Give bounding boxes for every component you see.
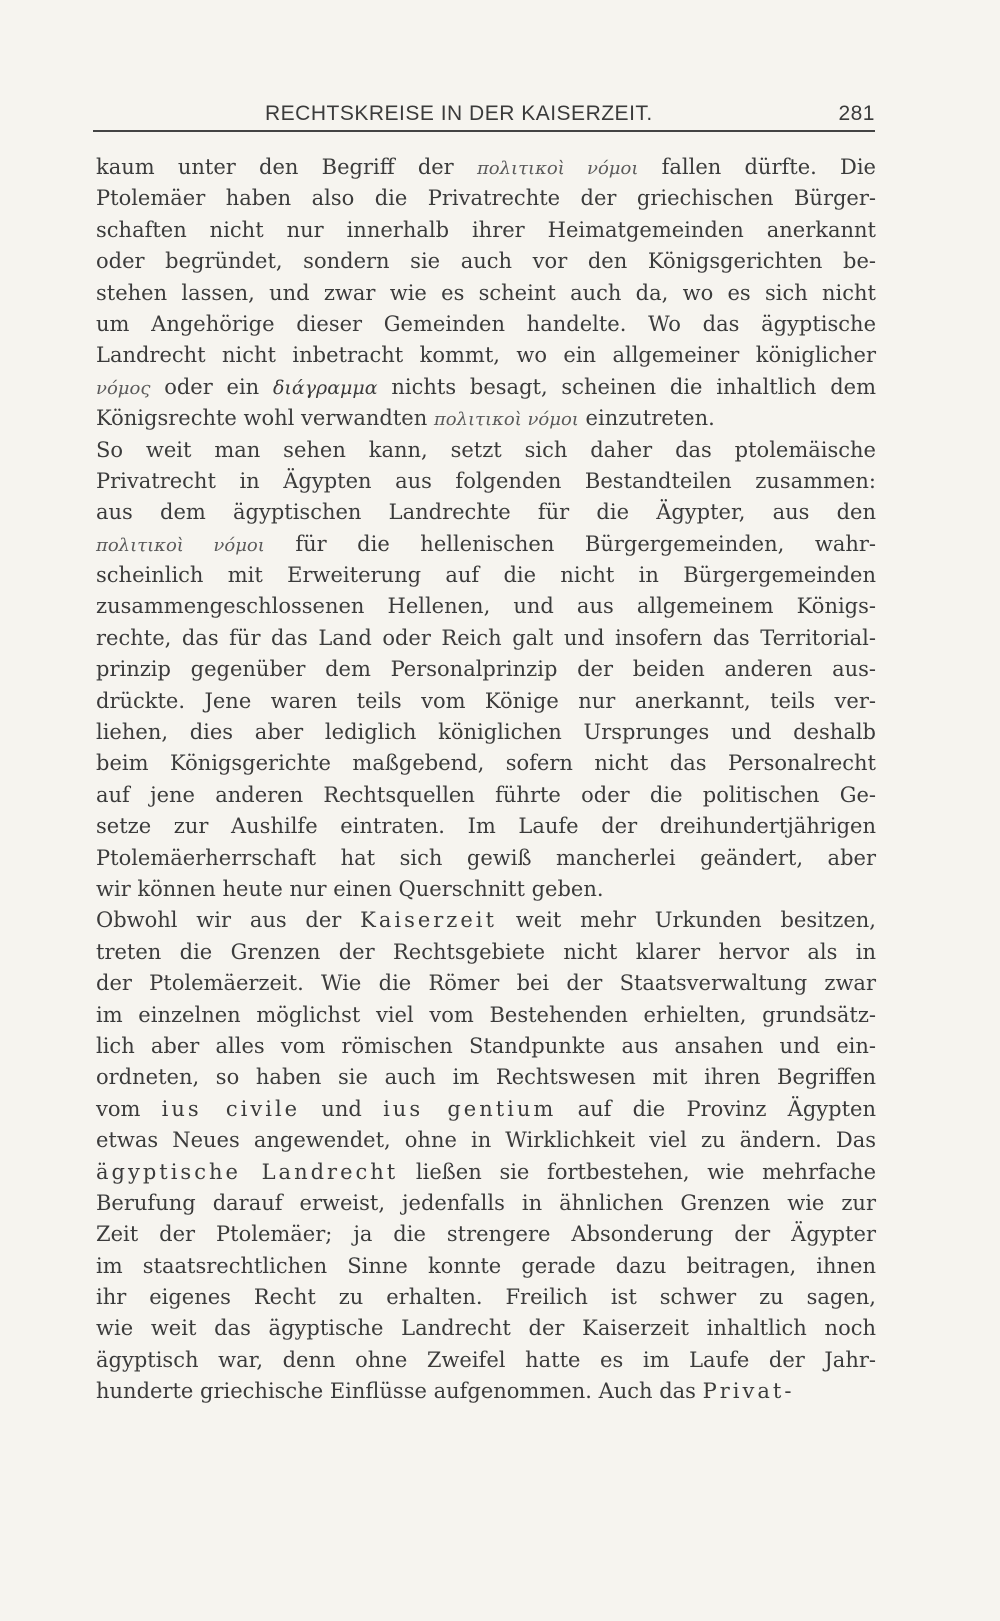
text-line xyxy=(96,780,876,811)
text-segment: auf jene anderen Rechtsquellen führte oder die politischen Ge- xyxy=(96,782,876,807)
running-header xyxy=(93,96,875,132)
emphasized-text: πολιτικοὶ νόμοι xyxy=(476,158,639,179)
text-segment: setze zur Aushilfe eintraten. Im Laufe der dreihundertjährigen xyxy=(96,814,876,839)
text-segment: So weit man sehen kann, setzt sich daher das ptolemäische xyxy=(96,437,876,462)
text-line xyxy=(96,717,876,748)
text-segment: nichts besagt, scheinen die inhaltlich dem xyxy=(377,374,876,399)
text-line xyxy=(96,560,876,591)
text-segment: beim Königsgerichte maßgebend, sofern nicht das Personalrecht xyxy=(96,751,876,776)
text-segment: lich aber alles vom römischen Standpunkte aus ansahen und ein- xyxy=(96,1033,876,1058)
text-segment: vom xyxy=(96,1096,162,1121)
text-segment: Königsrechte wohl verwandten xyxy=(96,406,434,431)
text-segment: oder ein xyxy=(150,374,273,399)
text-line xyxy=(96,1157,876,1188)
text-line xyxy=(96,1062,876,1093)
text-segment: der Ptolemäerzeit. Wie die Römer bei der Staatsverwaltung zwar xyxy=(96,971,876,996)
text-segment: auf die Provinz Ägypten xyxy=(556,1096,876,1121)
text-segment: um Angehörige dieser Gemeinden handelte. Wo das ägyptische xyxy=(96,311,876,336)
body-text xyxy=(96,152,876,1408)
text-segment: ihr eigenes Recht zu erhalten. Freilich ist schwer zu sagen, xyxy=(96,1285,876,1310)
text-segment: zusammengeschlossenen Hellenen, und aus allgemeinem Königs- xyxy=(96,594,876,619)
emphasized-text: πολιτικοὶ νόμοι xyxy=(433,409,579,431)
text-segment: ägyptisch war, denn ohne Zweifel hatte es im Laufe der Jahr- xyxy=(96,1347,876,1372)
emphasized-text: Privat- xyxy=(702,1379,795,1404)
text-segment: liehen, dies aber lediglich königlichen Ursprunges und deshalb xyxy=(96,720,876,745)
text-segment: schaften nicht nur innerhalb ihrer Heimatgemeinden anerkannt xyxy=(96,217,876,242)
text-segment: stehen lassen, und zwar wie es scheint auch da, wo es sich nicht xyxy=(96,280,876,305)
emphasized-text: ius gentium xyxy=(383,1096,557,1121)
text-segment: und xyxy=(300,1096,384,1121)
text-segment: im staatsrechtlichen Sinne konnte gerade dazu beitragen, ihnen xyxy=(96,1253,876,1278)
text-line xyxy=(96,1219,876,1250)
text-segment: Obwohl wir aus der xyxy=(96,908,361,933)
text-segment: ordneten, so haben sie auch im Rechtswesen mit ihren Begriffen xyxy=(96,1065,876,1090)
emphasized-text: νόμος xyxy=(96,377,151,399)
text-segment: etwas Neues angewendet, ohne in Wirklichkeit viel zu ändern. Das xyxy=(96,1128,876,1153)
running-title: RECHTSKREISE IN DER KAISERZEIT. xyxy=(265,102,653,125)
text-line xyxy=(96,152,876,183)
text-line xyxy=(96,968,876,999)
text-line xyxy=(96,623,876,654)
text-segment: scheinlich mit Erweiterung auf die nicht in Bürgergemeinden xyxy=(96,563,876,588)
text-line xyxy=(96,435,876,466)
text-segment: Privatrecht in Ägypten aus folgenden Bestandteilen zusammen: xyxy=(96,468,876,493)
emphasized-text: ius civile xyxy=(161,1096,301,1121)
text-segment: ließen sie fortbestehen, wie mehrfache xyxy=(398,1159,877,1184)
emphasized-text: διάγραμμα xyxy=(272,376,378,399)
text-segment: für die hellenischen Bürgergemeinden, wahr- xyxy=(264,531,876,556)
text-segment: Berufung darauf erweist, jedenfalls in ähnlichen Grenzen wie zur xyxy=(96,1190,876,1215)
text-line xyxy=(96,1000,876,1031)
text-segment: aus dem ägyptischen Landrechte für die Ägypter, aus den xyxy=(96,500,876,525)
emphasized-text: πολιτικοὶ νόμοι xyxy=(96,534,265,556)
emphasized-text: Kaiserzeit xyxy=(360,908,497,933)
text-line xyxy=(96,403,876,434)
page-number: 281 xyxy=(838,102,875,125)
text-line xyxy=(96,686,876,717)
text-line xyxy=(96,215,876,246)
text-line xyxy=(96,1125,876,1156)
text-segment: drückte. Jene waren teils vom Könige nur anerkannt, teils ver- xyxy=(96,688,876,713)
text-segment: prinzip gegenüber dem Personalprinzip der beiden anderen aus- xyxy=(96,657,876,682)
text-segment: kaum unter den Begriff der xyxy=(96,155,477,179)
text-line xyxy=(96,529,876,560)
text-segment: oder begründet, sondern sie auch vor den Königsgerichten be- xyxy=(96,249,876,274)
text-line xyxy=(96,278,876,309)
text-line xyxy=(96,1031,876,1062)
text-line xyxy=(96,591,876,622)
text-line xyxy=(96,183,876,214)
text-line xyxy=(96,1376,876,1407)
text-line xyxy=(96,1251,876,1282)
text-line xyxy=(96,905,876,936)
text-line xyxy=(96,748,876,779)
text-line xyxy=(96,811,876,842)
text-line xyxy=(96,843,876,874)
text-segment: wir können heute nur einen Querschnitt geben. xyxy=(96,876,604,901)
text-line xyxy=(96,1313,876,1344)
text-line xyxy=(96,466,876,497)
text-segment: hunderte griechische Einflüsse aufgenommen. Auch das xyxy=(96,1379,703,1404)
text-segment: einzutreten. xyxy=(578,406,715,431)
text-line xyxy=(96,1345,876,1376)
text-line xyxy=(96,340,876,371)
text-segment: rechte, das für das Land oder Reich galt und insofern das Territorial- xyxy=(96,625,876,650)
text-segment: fallen dürfte. Die xyxy=(638,155,876,179)
text-line xyxy=(96,1282,876,1313)
text-segment: weit mehr Urkunden besitzen, xyxy=(496,908,876,933)
text-segment: Ptolemäer haben also die Privatrechte der griechischen Bürger- xyxy=(96,186,876,211)
text-segment: Ptolemäerherrschaft hat sich gewiß mancherlei geändert, aber xyxy=(96,845,876,870)
text-segment: wie weit das ägyptische Landrecht der Kaiserzeit inhaltlich noch xyxy=(96,1316,876,1341)
text-segment: Zeit der Ptolemäer; ja die strengere Absonderung der Ägypter xyxy=(96,1222,876,1247)
text-line xyxy=(96,1188,876,1219)
emphasized-text: ägyptische Landrecht xyxy=(96,1159,399,1184)
text-line xyxy=(96,654,876,685)
text-line xyxy=(96,246,876,277)
text-segment: treten die Grenzen der Rechtsgebiete nicht klarer hervor als in xyxy=(96,939,876,964)
text-line xyxy=(96,874,876,905)
text-line xyxy=(96,937,876,968)
text-segment: Landrecht nicht inbetracht kommt, wo ein allgemeiner königlicher xyxy=(96,343,876,368)
text-line xyxy=(96,497,876,528)
text-line xyxy=(96,372,876,403)
text-line xyxy=(96,1094,876,1125)
text-line xyxy=(96,309,876,340)
text-segment: im einzelnen möglichst viel vom Bestehenden erhielten, grundsätz- xyxy=(96,1002,876,1027)
